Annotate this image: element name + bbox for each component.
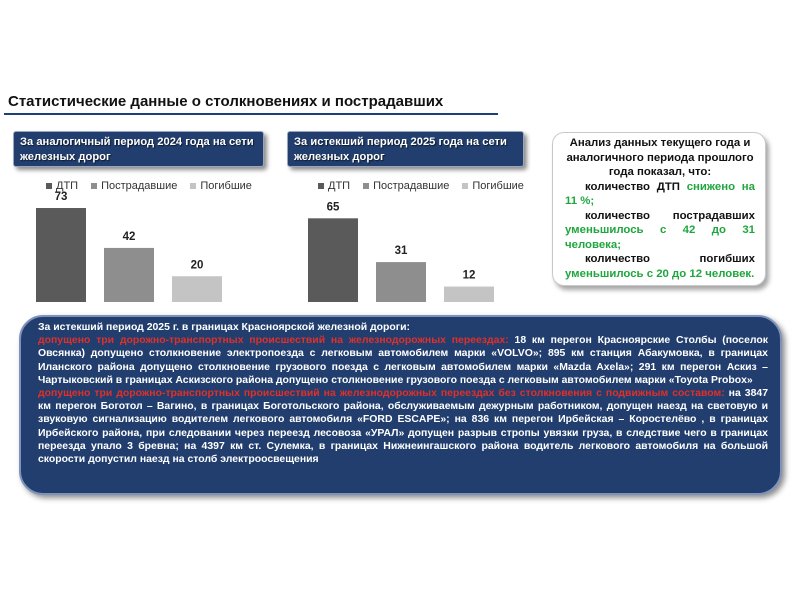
analysis-box	[552, 132, 766, 286]
legend-label: Погибшие	[472, 180, 524, 192]
bar-value-label: 20	[190, 259, 204, 272]
analysis-dtp-label: количество ДТП	[585, 180, 687, 193]
collisions-text: 18 км перегон Красноярские Столбы (поселок Овсянка) допущено столкновение электропоезда с легковым автомобилем марки «VOLVO»; 895 км станция Абакумовка, в границах Иланского района допущено столкновение грузового поезда с легковым автомобилем марки «Mazda Axela»; 291 км перегон Аскиз – Чартыковский в границах Аскизского района допущено столкновение грузового поезда с легковым автомобилем марки «Toyota Probox»	[38, 335, 769, 386]
bar-value-label: 73	[54, 191, 68, 204]
bar-value-label: 42	[122, 230, 136, 243]
analysis-injured	[565, 209, 755, 253]
title-underline	[4, 113, 498, 115]
bar-value-label: 12	[462, 269, 476, 282]
bar-dtp	[308, 218, 358, 302]
analysis-dtp-change: снижено на 11 %;	[565, 180, 755, 207]
bar-dtp	[36, 208, 86, 302]
chart-2024-plot	[32, 178, 272, 308]
bar-injured	[376, 262, 426, 302]
period-2024-header: За аналогичный период 2024 года на сети железных дорог	[13, 131, 264, 167]
legend-label: Погибшие	[200, 180, 252, 192]
analysis-killed-change: уменьшилось с 20 до 12 человек.	[565, 267, 755, 280]
bar-killed	[444, 287, 494, 302]
bar-injured	[104, 248, 154, 302]
analysis-killed	[565, 252, 755, 281]
details-box	[19, 315, 782, 495]
details-paragraph-collisions	[38, 334, 768, 387]
analysis-dtp	[565, 180, 755, 209]
bar-killed	[172, 276, 222, 302]
legend-label: ДТП	[328, 180, 351, 192]
analysis-injured-label: количество пострадавших	[585, 209, 755, 222]
legend-label: Пострадавшие	[101, 180, 178, 192]
analysis-injured-unit: человека;	[565, 238, 622, 251]
analysis-intro: Анализ данных текущего года и аналогичного периода прошлого года показал, что:	[566, 137, 754, 178]
analysis-injured-change: уменьшилось с 42 до 31	[565, 224, 755, 236]
details-paragraph-no-collisions	[38, 387, 768, 466]
chart-2025-plot	[304, 178, 544, 308]
legend-label: Пострадавшие	[373, 180, 450, 192]
collisions-heading: допущено три дорожно-транспортных происшествий на железнодорожных переездах:	[38, 335, 509, 347]
analysis-killed-label: количество погибших	[585, 253, 755, 265]
details-intro: За истекший период 2025 г. в границах Красноярской железной дороги:	[38, 322, 411, 333]
chart-2025	[304, 178, 544, 308]
legend-label: ДТП	[56, 180, 79, 192]
bar-value-label: 65	[326, 201, 340, 214]
no-collisions-text: на 3847 км перегон Боготол – Вагино, в границах Боготольского района, обслуживаемым дежурным работником, допущен наезд на световую и звуковую сигнализацию водителем легкового автомобиля «FORD ESCAPE»; на 836 км перегон Ирбейская – Коростелёво , в границах Ирбейского района, при следовании через переезд лесовоза «УРАЛ» допущен разрыв стропы увязки груза, в следствие чего в границах переезда упало 3 бревна; на 4397 км ст. Сулемка, в границах Нижнеингашского района водитель легкового автомобиля на большой скорости допустил наезд на столб электроосвещения	[38, 388, 768, 466]
page-title: Статистические данные о столкновениях и пострадавших	[8, 93, 444, 110]
no-collisions-heading: допущено три дорожно-транспортных происшествий на железнодорожных переездах без столкновения с подвижным составом:	[38, 388, 725, 400]
chart-2024	[32, 178, 272, 308]
bar-value-label: 31	[394, 245, 408, 258]
period-2025-header: За истекший период 2025 года на сети железных дорог	[287, 131, 524, 167]
